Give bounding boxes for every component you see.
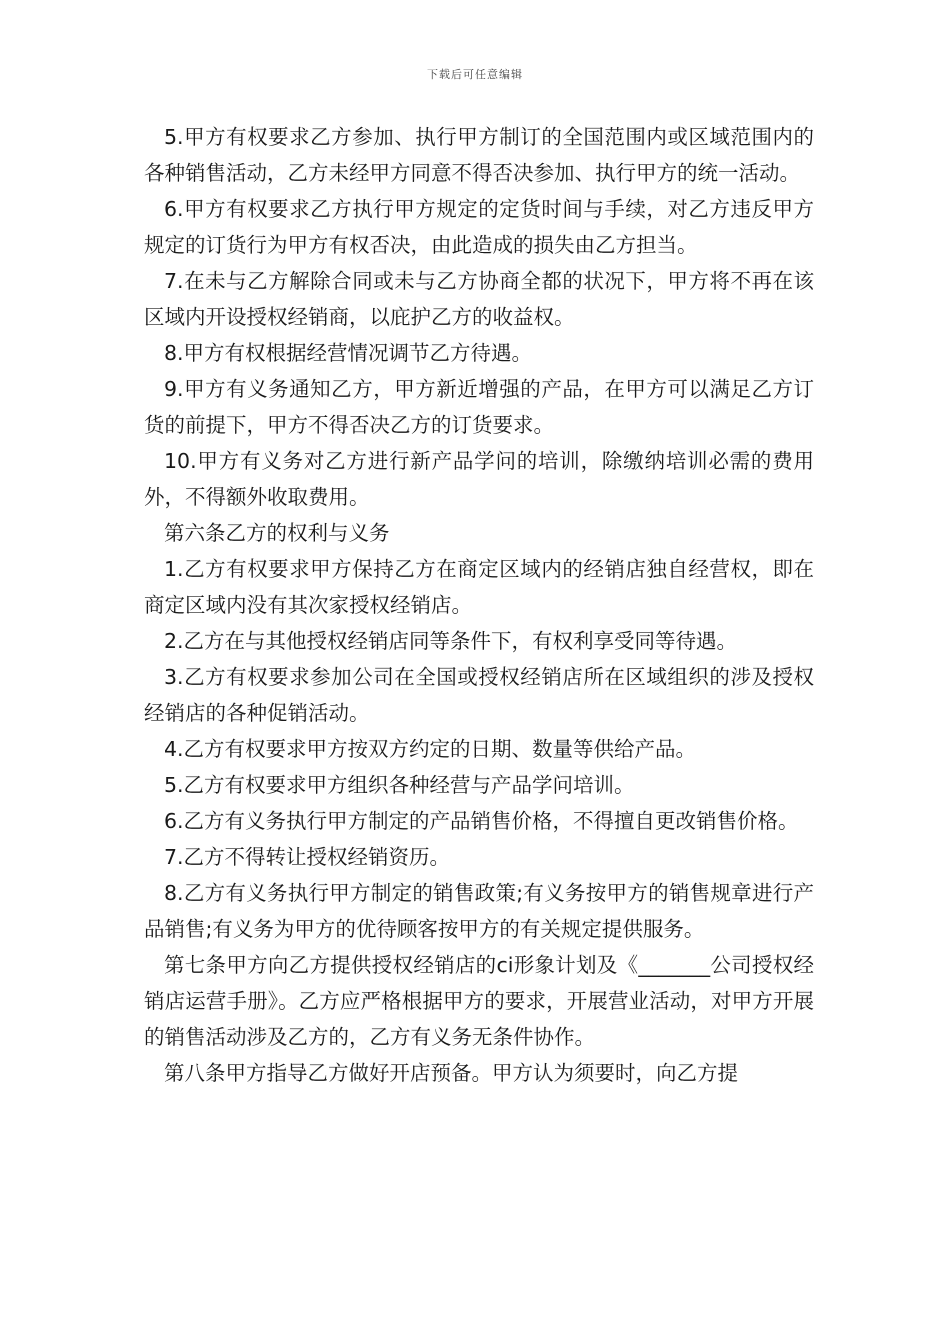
paragraph: 8.乙方有义务执行甲方制定的销售政策;有义务按甲方的销售规章进行产品销售;有义务为甲方的优待顾客按甲方的有关规定提供服务。 [144,881,814,941]
paragraph: 5.乙方有权要求甲方组织各种经营与产品学问培训。 [164,773,635,797]
paragraph: 7.在未与乙方解除合同或未与乙方协商全都的状况下，甲方将不再在该区域内开设授权经销商，以庇护乙方的收益权。 [144,269,814,329]
paragraph: 第八条甲方指导乙方做好开店预备。甲方认为须要时，向乙方提 [164,1061,738,1085]
paragraph: 2.乙方在与其他授权经销店同等条件下，有权利享受同等待遇。 [164,629,738,653]
paragraph: 3.乙方有权要求参加公司在全国或授权经销店所在区域组织的涉及授权经销店的各种促销活动。 [144,665,814,725]
document-body [144,119,814,1091]
paragraph: 第七条甲方向乙方提供授权经销店的ci形象计划及《_______公司授权经销店运营手册》。乙方应严格根据甲方的要求，开展营业活动，对甲方开展的销售活动涉及乙方的，乙方有义务无条件协作。 [144,953,814,1049]
section-heading: 第六条乙方的权利与义务 [164,521,390,545]
paragraph: 5.甲方有权要求乙方参加、执行甲方制订的全国范围内或区域范围内的各种销售活动，乙方未经甲方同意不得否决参加、执行甲方的统一活动。 [144,125,814,185]
paragraph: 6.甲方有权要求乙方执行甲方规定的定货时间与手续，对乙方违反甲方规定的订货行为甲方有权否决，由此造成的损失由乙方担当。 [144,197,814,257]
paragraph: 8.甲方有权根据经营情况调节乙方待遇。 [164,341,533,365]
paragraph: 7.乙方不得转让授权经销资历。 [164,845,451,869]
paragraph: 6.乙方有义务执行甲方制定的产品销售价格，不得擅自更改销售价格。 [164,809,799,833]
paragraph: 4.乙方有权要求甲方按双方约定的日期、数量等供给产品。 [164,737,697,761]
paragraph: 1.乙方有权要求甲方保持乙方在商定区域内的经销店独自经营权，即在商定区域内没有其次家授权经销店。 [144,557,814,617]
paragraph: 9.甲方有义务通知乙方，甲方新近增强的产品，在甲方可以满足乙方订货的前提下，甲方不得否决乙方的订货要求。 [144,377,814,437]
page-header: 下载后可任意编辑 [427,68,523,81]
paragraph: 10.甲方有义务对乙方进行新产品学问的培训，除缴纳培训必需的费用外，不得额外收取费用。 [144,449,814,509]
